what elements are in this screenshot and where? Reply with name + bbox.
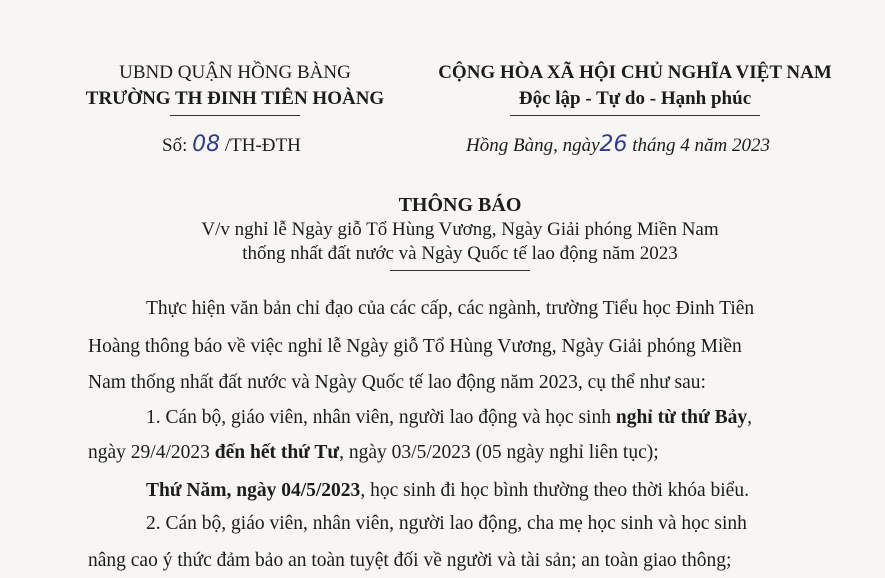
title-underline [390,270,530,271]
notice-heading: THÔNG BÁO [398,194,522,216]
text-run: , [747,407,752,428]
body-line: Hoàng thông báo về việc nghỉ lễ Ngày giỗ Tổ Hùng Vương, Ngày Giải phóng Miền [88,336,742,357]
document-date [466,132,770,157]
notice-subject-line1: V/v nghỉ lễ Ngày giỗ Tổ Hùng Vương, Ngày Giải phóng Miền Nam [201,219,719,240]
body-line: 2. Cán bộ, giáo viên, nhân viên, người lao động, cha mẹ học sinh và học sinh [146,513,747,534]
notice-title [150,192,770,271]
body-line: Thực hiện văn bản chỉ đạo của các cấp, các ngành, trường Tiểu học Đinh Tiên [146,298,755,319]
bold-run: nghỉ từ thứ Bảy [615,407,748,428]
text-run: , ngày 03/5/2023 (05 ngày nghỉ liên tục); [339,442,659,463]
body-line [146,480,749,502]
bold-run: đến hết thứ Tư [214,442,340,463]
handwritten-day: 26 [599,132,628,157]
date-suffix: tháng 4 năm 2023 [632,135,771,156]
text-run: 1. Cán bộ, giáo viên, nhân viên, người lao động và học sinh [146,407,616,428]
district-committee: UBND QUẬN HỒNG BÀNG [119,62,351,83]
body-line: Nam thống nhất đất nước và Ngày Quốc tế lao động năm 2023, cụ thể như sau: [88,372,706,393]
motto-underline [510,115,760,116]
body-line [146,407,752,429]
issuer-underline [170,115,300,116]
number-suffix: /TH-ĐTH [224,135,301,156]
document-number [162,132,301,157]
text-run: ngày 29/4/2023 [88,442,215,463]
handwritten-number: 08 [192,132,221,157]
bold-run: Thứ Năm, ngày 04/5/2023 [146,480,361,501]
body-line: nâng cao ý thức đảm bảo an toàn tuyệt đối về người và tài sản; an toàn giao thông; [88,550,732,571]
number-label: Số: [162,135,188,156]
national-header [410,60,860,116]
national-motto: Độc lập - Tự do - Hạnh phúc [518,88,752,109]
notice-subject-line2: thống nhất đất nước và Ngày Quốc tế lao động năm 2023 [242,243,678,264]
text-run: , học sinh đi học bình thường theo thời khóa biểu. [360,480,749,501]
country-name: CỘNG HÒA XÃ HỘI CHỦ NGHĨA VIỆT NAM [438,62,832,83]
issuer-header [70,60,400,116]
date-prefix: Hồng Bàng, ngày [466,135,600,156]
school-name: TRƯỜNG TH ĐINH TIÊN HOÀNG [85,88,385,109]
body-line [88,442,659,464]
